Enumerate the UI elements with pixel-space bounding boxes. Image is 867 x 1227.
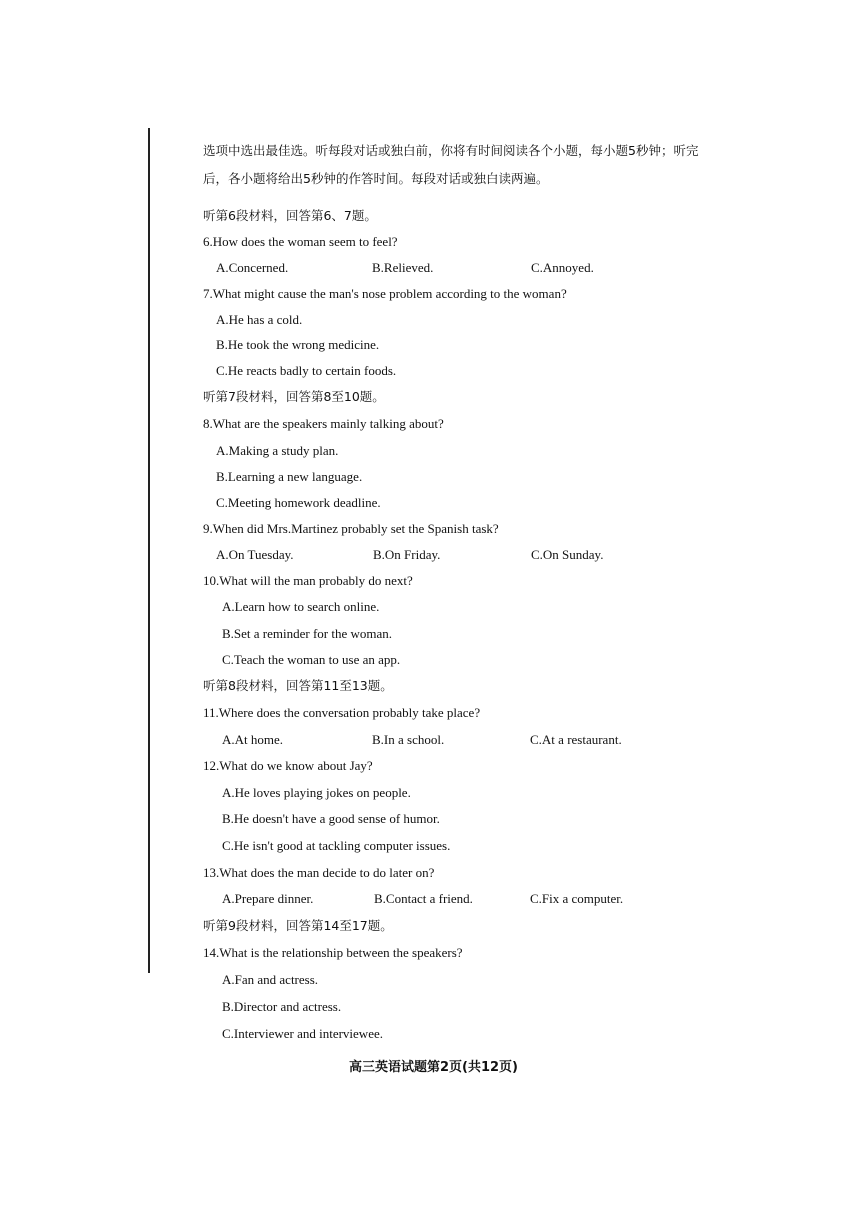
question-13: 13.What does the man decide to do later on? — [203, 865, 435, 880]
question-10: 10.What will the man probably do next? — [203, 573, 413, 588]
question-11: 11.Where does the conversation probably take place? — [203, 705, 481, 720]
question-9: 9.When did Mrs.Martinez probably set the Spanish task? — [203, 521, 499, 536]
question-7-option-b: B.He took the wrong medicine. — [216, 337, 380, 352]
section-9-heading: 听第9段材料，回答第14至17题。 — [203, 918, 393, 933]
binding-margin-line — [148, 128, 150, 973]
question-12-option-c: C.He isn't good at tackling computer issues. — [222, 838, 451, 853]
question-10-option-c: C.Teach the woman to use an app. — [222, 652, 401, 667]
question-14-option-a: A.Fan and actress. — [222, 972, 319, 987]
instructions-line-1: 选项中选出最佳选。听每段对话或独白前，你将有时间阅读各个小题，每小题5秒钟；听完 — [203, 143, 699, 158]
question-13-option-a: A.Prepare dinner. — [222, 891, 314, 906]
question-8-option-c: C.Meeting homework deadline. — [216, 495, 381, 510]
question-7: 7.What might cause the man's nose problem according to the woman? — [203, 286, 567, 301]
section-8-heading: 听第8段材料，回答第11至13题。 — [203, 678, 393, 693]
question-14-option-b: B.Director and actress. — [222, 999, 342, 1014]
question-8-option-a: A.Making a study plan. — [216, 443, 339, 458]
question-11-option-a: A.At home. — [222, 732, 284, 747]
question-11-option-c: C.At a restaurant. — [530, 732, 622, 747]
question-12: 12.What do we know about Jay? — [203, 758, 373, 773]
instructions-line-2: 后，各小题将给出5秒钟的作答时间。每段对话或独白读两遍。 — [203, 171, 549, 186]
question-14: 14.What is the relationship between the speakers? — [203, 945, 463, 960]
question-6: 6.How does the woman seem to feel? — [203, 234, 398, 249]
question-13-option-b: B.Contact a friend. — [374, 891, 473, 906]
question-13-option-c: C.Fix a computer. — [530, 891, 624, 906]
question-9-option-a: A.On Tuesday. — [216, 547, 294, 562]
question-12-option-b: B.He doesn't have a good sense of humor. — [222, 811, 440, 826]
question-14-option-c: C.Interviewer and interviewee. — [222, 1026, 383, 1041]
page-footer: 高三英语试题第2页(共12页) — [348, 1060, 519, 1075]
question-8-option-b: B.Learning a new language. — [216, 469, 363, 484]
question-9-option-b: B.On Friday. — [373, 547, 441, 562]
question-6-option-b: B.Relieved. — [372, 260, 434, 275]
question-10-option-b: B.Set a reminder for the woman. — [222, 626, 393, 641]
question-6-option-a: A.Concerned. — [216, 260, 289, 275]
section-7-heading: 听第7段材料，回答第8至10题。 — [203, 389, 385, 404]
section-6-heading: 听第6段材料，回答第6、7题。 — [203, 208, 377, 223]
question-7-option-c: C.He reacts badly to certain foods. — [216, 363, 397, 378]
question-6-option-c: C.Annoyed. — [531, 260, 594, 275]
question-12-option-a: A.He loves playing jokes on people. — [222, 785, 411, 800]
question-10-option-a: A.Learn how to search online. — [222, 599, 380, 614]
question-8: 8.What are the speakers mainly talking about? — [203, 416, 444, 431]
question-7-option-a: A.He has a cold. — [216, 312, 303, 327]
question-11-option-b: B.In a school. — [372, 732, 445, 747]
question-9-option-c: C.On Sunday. — [531, 547, 604, 562]
